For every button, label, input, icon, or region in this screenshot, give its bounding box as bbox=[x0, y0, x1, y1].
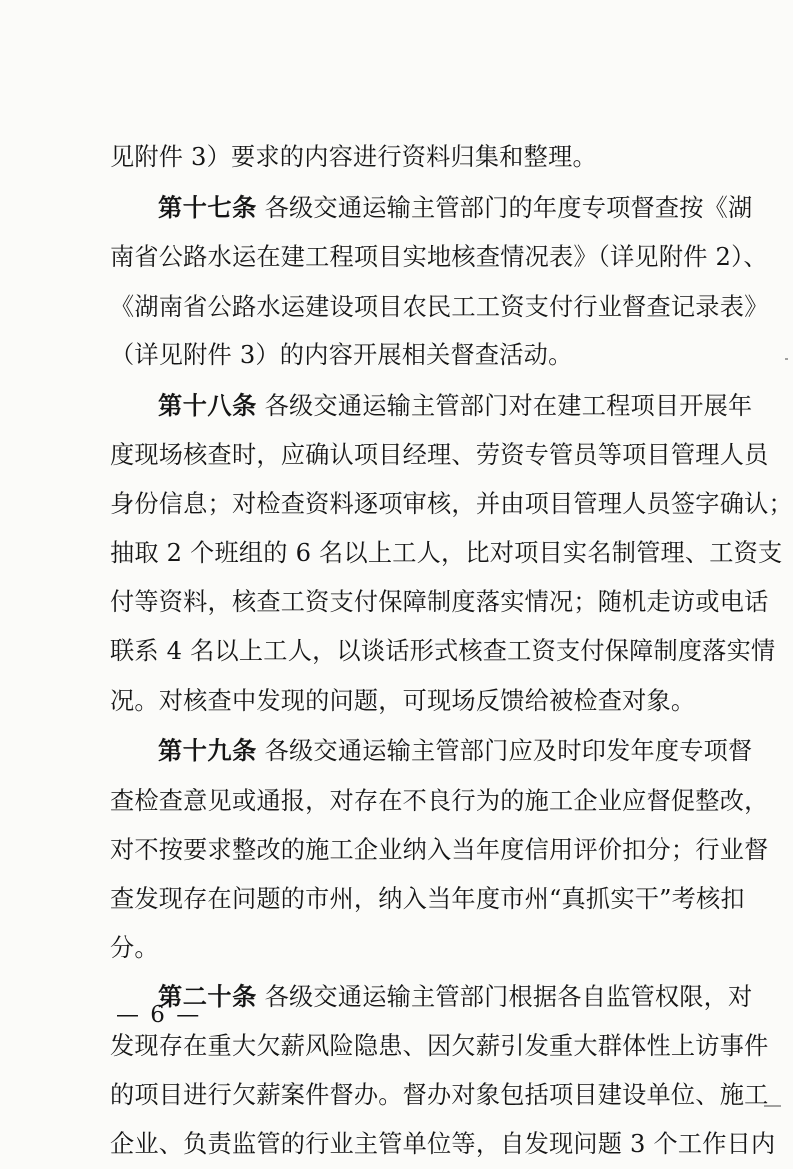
article-19-text: 各级交通运输主管部门应及时印发年度专项督 bbox=[264, 737, 753, 765]
paragraph-line: 的项目进行欠薪案件督办。督办对象包括项目建设单位、施工 bbox=[110, 1081, 769, 1109]
paragraph-line: 况。对核查中发现的问题，可现场反馈给被检查对象。 bbox=[110, 687, 696, 715]
paragraph-line: 见附件 3）要求的内容进行资料归集和整理。 bbox=[110, 143, 597, 171]
paragraph-line: 身份信息；对检查资料逐项审核，并由项目管理人员签字确认； bbox=[110, 490, 793, 518]
paragraph-line: 联系 4 名以上工人，以谈话形式核查工资支付保障制度落实情 bbox=[110, 637, 776, 665]
paragraph-line: 发现存在重大欠薪风险隐患、因欠薪引发重大群体性上访事件 bbox=[110, 1032, 769, 1060]
article-heading-17: 第十七条 bbox=[158, 194, 257, 222]
paragraph-line: 分。 bbox=[110, 934, 159, 962]
paragraph-line: 查发现存在问题的市州，纳入当年度市州“真抓实干”考核扣 bbox=[110, 885, 745, 913]
paragraph-line: 查检查意见或通报，对存在不良行为的施工企业应督促整改， bbox=[110, 787, 769, 815]
paragraph-line: 付等资料，核查工资支付保障制度落实情况；随机走访或电话 bbox=[110, 588, 769, 616]
paragraph-line: 企业、负责监管的行业主管单位等，自发现问题 3 个工作日内 bbox=[110, 1130, 776, 1158]
article-20-first-line bbox=[158, 972, 753, 1022]
paragraph-line: 《湖南省公路水运建设项目农民工工资支付行业督查记录表》 bbox=[110, 293, 769, 321]
paragraph-line: 南省公路水运在建工程项目实地核查情况表》（详见附件 2）、 bbox=[110, 243, 768, 271]
scan-mark bbox=[764, 1105, 781, 1107]
scan-mark bbox=[785, 358, 788, 360]
article-17-first-line bbox=[158, 183, 753, 233]
article-17-text: 各级交通运输主管部门的年度专项督查按《湖 bbox=[264, 194, 753, 222]
article-20-text: 各级交通运输主管部门根据各自监管权限，对 bbox=[264, 983, 753, 1011]
paragraph-line: 抽取 2 个班组的 6 名以上工人，比对项目实名制管理、工资支 bbox=[110, 539, 783, 567]
article-heading-18: 第十八条 bbox=[158, 392, 257, 420]
paragraph-line: （详见附件 3）的内容开展相关督查活动。 bbox=[110, 341, 573, 369]
article-heading-19: 第十九条 bbox=[158, 737, 257, 765]
page-number: — 6 — bbox=[116, 1002, 202, 1028]
paragraph-line: 对不按要求整改的施工企业纳入当年度信用评价扣分；行业督 bbox=[110, 836, 769, 864]
article-19-first-line bbox=[158, 726, 753, 776]
paragraph-line: 度现场核查时，应确认项目经理、劳资专管员等项目管理人员 bbox=[110, 441, 769, 469]
article-heading-20: 第二十条 bbox=[158, 983, 257, 1011]
article-18-first-line bbox=[158, 381, 753, 431]
article-18-text: 各级交通运输主管部门对在建工程项目开展年 bbox=[264, 392, 753, 420]
